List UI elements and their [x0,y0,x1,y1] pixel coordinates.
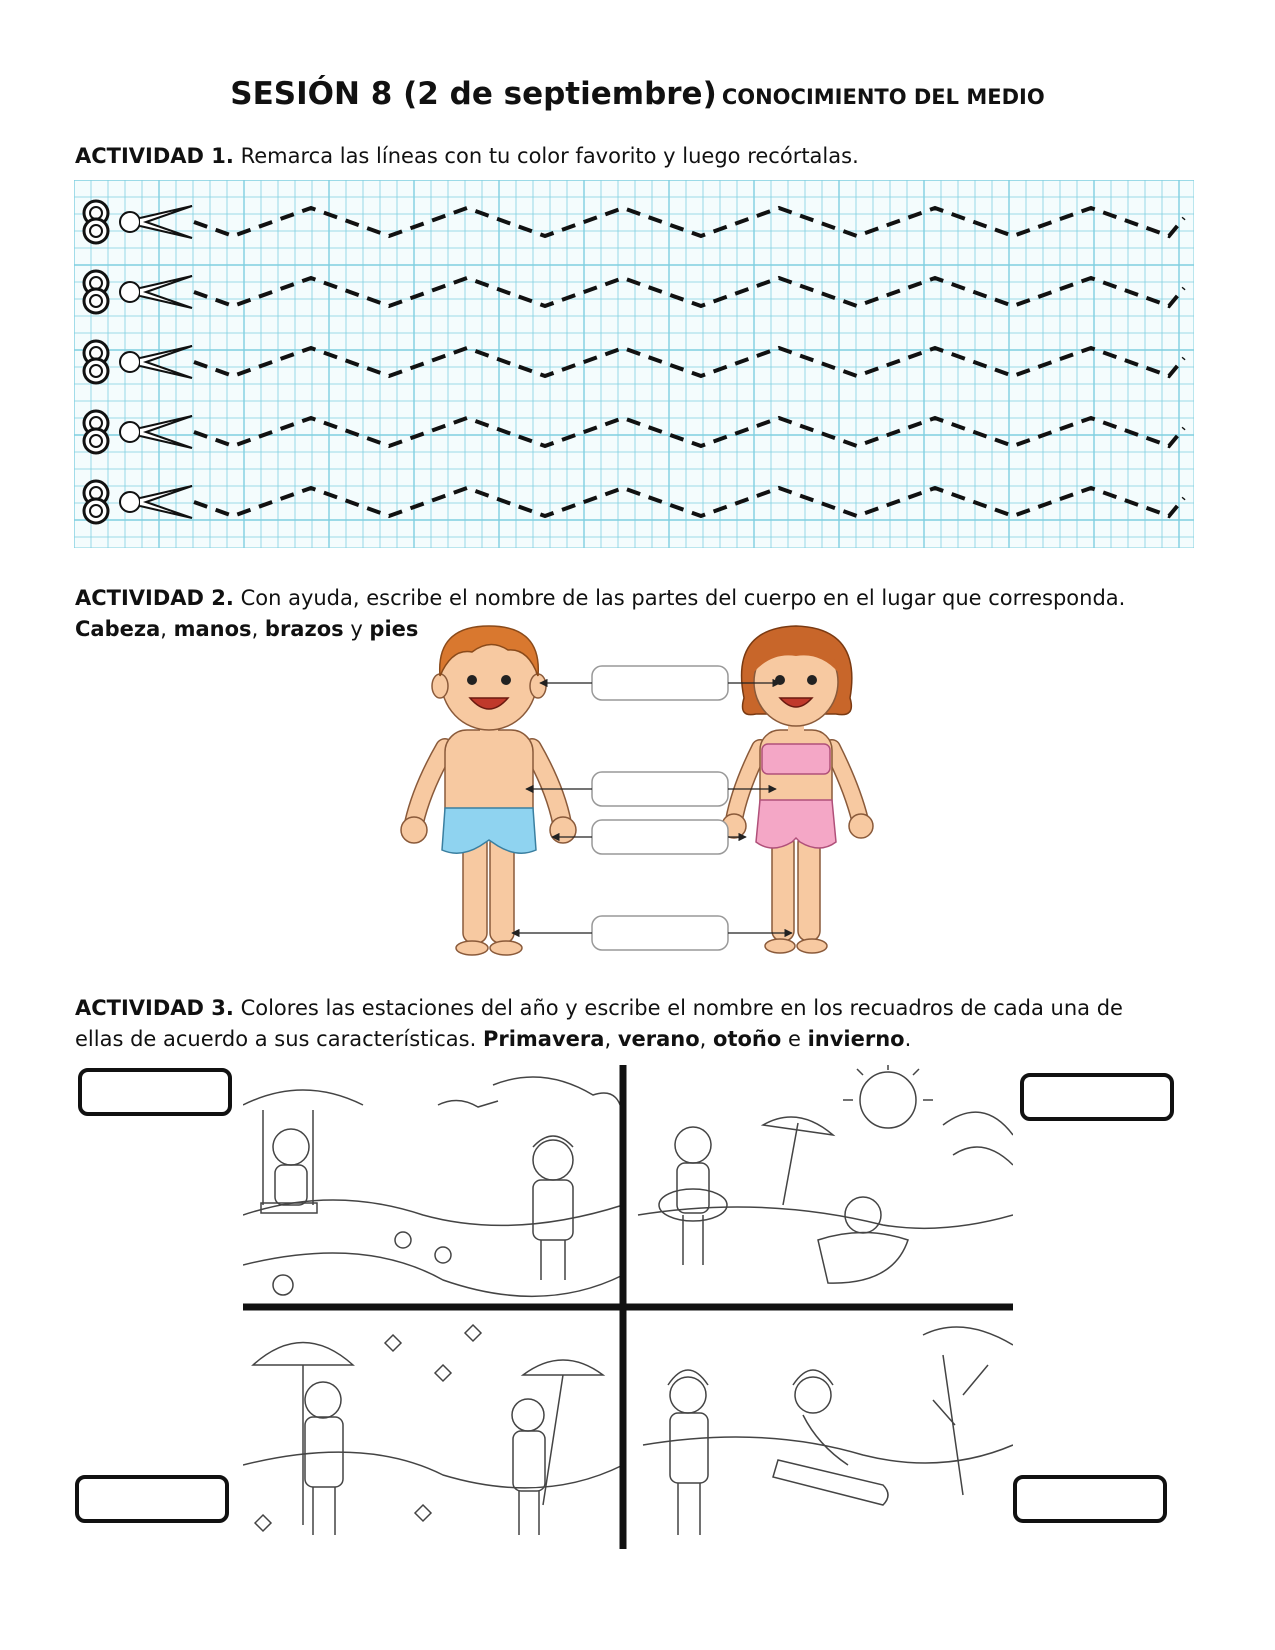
season-box-bottom-left[interactable] [75,1475,229,1523]
seasons-coloring-illustration [243,1065,1013,1549]
body-parts-illustration [400,618,920,968]
word-separator: , [160,617,174,641]
season-box-bottom-right[interactable] [1013,1475,1167,1523]
label-box-hands[interactable] [592,820,728,854]
word-separator: , [604,1027,618,1051]
word-brazos: brazos [264,617,344,641]
page-title [0,76,1275,112]
activity3-instruction-line2 [75,1024,911,1055]
activity3-text-line1: Colores las estaciones del año y escribe el nombre en los recuadros de cada una de [240,996,1123,1020]
seasons-svg [243,1065,1013,1549]
activity1-text: Remarca las líneas con tu color favorito y luego recórtalas. [240,144,859,168]
activity2-text: Con ayuda, escribe el nombre de las partes del cuerpo en el lugar que corresponda. [240,586,1126,610]
boy-figure [401,626,576,955]
label-boxes [592,666,728,950]
word-manos: manos [173,617,252,641]
word-conjunction: e [781,1027,808,1051]
activity2-label: ACTIVIDAD 2. [75,586,234,610]
word-separator: , [251,617,265,641]
session-title: SESIÓN 8 (2 de septiembre) [230,76,717,112]
label-box-head[interactable] [592,666,728,700]
tracing-grid [74,180,1194,548]
subject-title: CONOCIMIENTO DEL MEDIO [721,85,1045,109]
body-parts-svg [400,618,920,968]
label-box-arms[interactable] [592,772,728,806]
word-invierno: invierno [807,1027,905,1051]
word-verano: verano [617,1027,700,1051]
activity3-label: ACTIVIDAD 3. [75,996,234,1020]
sentence-end: . [904,1027,912,1051]
word-separator: , [699,1027,714,1051]
word-conjunction: y [343,617,370,641]
word-primavera: Primavera [482,1027,605,1051]
season-box-top-left[interactable] [78,1068,232,1116]
activity1-label: ACTIVIDAD 1. [75,144,234,168]
tracing-worksheet [74,180,1194,548]
activity1-instruction [75,141,859,172]
activity3-text-line2: ellas de acuerdo a sus características. [75,1027,477,1051]
word-pies: pies [369,617,419,641]
word-otono: otoño [713,1027,782,1051]
season-box-top-right[interactable] [1020,1073,1174,1121]
activity2-words [75,614,418,645]
activity3-instruction-line1 [75,993,1123,1024]
label-box-feet[interactable] [592,916,728,950]
activity2-instruction [75,583,1125,614]
word-cabeza: Cabeza [75,617,161,641]
